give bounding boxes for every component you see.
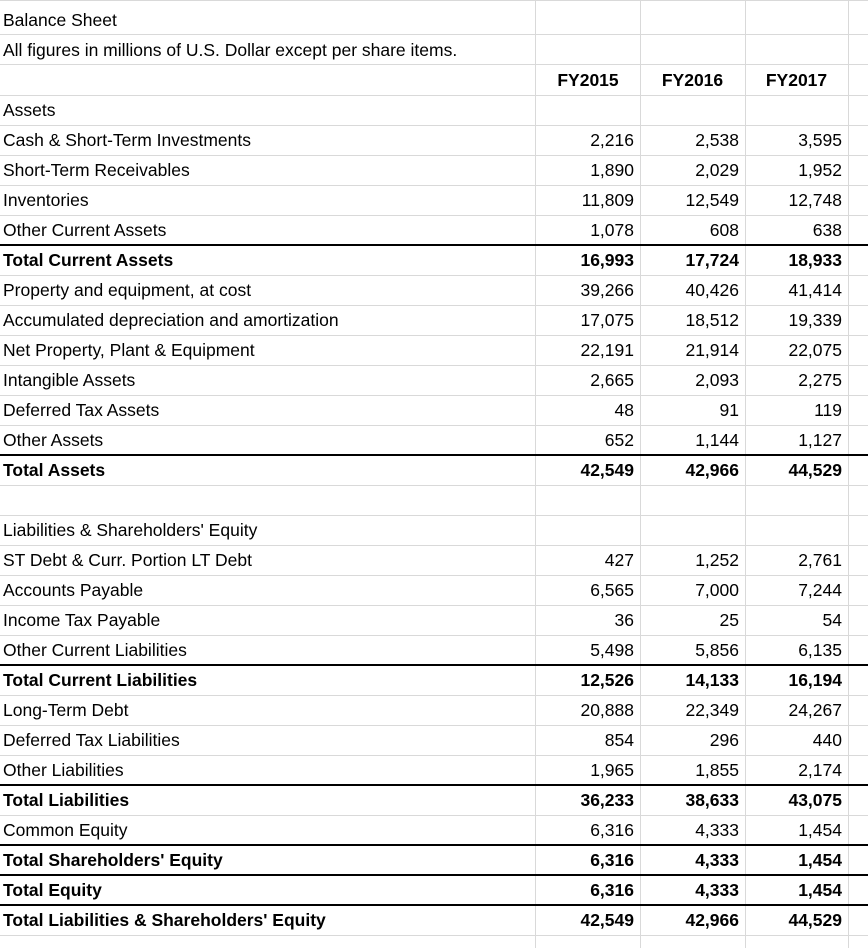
row-label: Accumulated depreciation and amortization xyxy=(3,310,339,330)
row-label: Deferred Tax Liabilities xyxy=(3,730,180,750)
row-value: 14,133 xyxy=(685,670,739,690)
row-value: 296 xyxy=(709,730,739,750)
row-value: 608 xyxy=(709,220,739,240)
row-label: Deferred Tax Assets xyxy=(3,400,160,420)
row-value: 22,191 xyxy=(580,340,634,360)
row-value: 638 xyxy=(812,220,842,240)
row-value: 40,426 xyxy=(685,280,739,300)
row-value: 5,498 xyxy=(590,640,634,660)
row-label: Common Equity xyxy=(3,820,128,840)
row-value: 2,538 xyxy=(695,130,739,150)
row-label: Total Equity xyxy=(3,880,102,900)
row-value: 7,244 xyxy=(798,580,842,600)
row-label: Intangible Assets xyxy=(3,370,136,390)
row-value: 1,855 xyxy=(695,760,739,780)
row-value: 16,993 xyxy=(580,250,634,270)
row-label: Net Property, Plant & Equipment xyxy=(3,340,255,360)
row-value: 1,890 xyxy=(590,160,634,180)
row-value: 12,549 xyxy=(685,190,739,210)
row-value: 11,809 xyxy=(581,190,634,210)
row-label: Cash & Short-Term Investments xyxy=(3,130,251,150)
row-label: Total Current Assets xyxy=(3,250,174,270)
row-value: 1,952 xyxy=(798,160,842,180)
row-value: 42,549 xyxy=(580,460,634,480)
row-value: 1,078 xyxy=(590,220,634,240)
row-value: 39,266 xyxy=(580,280,634,300)
row-label: Total Assets xyxy=(3,460,106,480)
row-label: Assets xyxy=(3,100,56,120)
row-value xyxy=(640,515,745,545)
row-value: 12,748 xyxy=(788,190,842,210)
row-label: Property and equipment, at cost xyxy=(3,280,252,300)
gridline xyxy=(0,64,868,65)
row-value: 3,595 xyxy=(798,130,842,150)
row-value xyxy=(745,515,848,545)
row-value: 2,275 xyxy=(798,370,842,390)
row-label: Other Liabilities xyxy=(3,760,124,780)
year-header: FY2015 xyxy=(557,70,619,90)
row-value: 42,549 xyxy=(580,910,634,930)
row-value: 2,029 xyxy=(695,160,739,180)
row-value: 1,454 xyxy=(798,820,842,840)
row-value: 44,529 xyxy=(788,460,842,480)
gridline xyxy=(0,935,868,936)
row-value: 43,075 xyxy=(788,790,842,810)
row-value: 1,252 xyxy=(695,550,739,570)
year-header: FY2017 xyxy=(765,70,828,90)
row-value: 18,512 xyxy=(685,310,739,330)
row-label: Accounts Payable xyxy=(3,580,144,600)
year-header: FY2016 xyxy=(661,70,724,90)
row-value: 48 xyxy=(614,400,634,420)
row-label: Total Shareholders' Equity xyxy=(3,850,223,870)
gridline xyxy=(0,34,868,35)
row-label: ST Debt & Curr. Portion LT Debt xyxy=(3,550,252,570)
row-value xyxy=(640,485,745,515)
gridline xyxy=(0,0,868,1)
row-value: 42,966 xyxy=(685,460,739,480)
row-value xyxy=(536,485,640,515)
row-value: 41,414 xyxy=(788,280,842,300)
row-value xyxy=(536,515,640,545)
row-value: 42,966 xyxy=(685,910,739,930)
row-label: Total Current Liabilities xyxy=(3,670,198,690)
row-value: 2,093 xyxy=(695,370,739,390)
row-value: 6,135 xyxy=(798,640,842,660)
row-value xyxy=(745,95,848,125)
row-value: 22,349 xyxy=(685,700,739,720)
sheet-subtitle: All figures in millions of U.S. Dollar except per share items. xyxy=(3,40,458,60)
row-label: Long-Term Debt xyxy=(3,700,129,720)
row-value: 6,316 xyxy=(590,880,634,900)
row-value: 2,761 xyxy=(798,550,842,570)
row-value: 17,075 xyxy=(580,310,634,330)
row-value: 5,856 xyxy=(695,640,739,660)
row-value: 12,526 xyxy=(580,670,634,690)
row-value: 427 xyxy=(604,550,634,570)
row-value: 4,333 xyxy=(695,880,739,900)
row-value: 854 xyxy=(604,730,634,750)
row-label: Other Current Assets xyxy=(3,220,167,240)
row-value: 91 xyxy=(719,400,739,420)
row-label: Liabilities & Shareholders' Equity xyxy=(3,520,258,540)
row-value: 2,665 xyxy=(590,370,634,390)
row-value: 6,565 xyxy=(590,580,634,600)
row-value: 36 xyxy=(614,610,634,630)
row-label: Total Liabilities xyxy=(3,790,130,810)
row-value: 16,194 xyxy=(788,670,842,690)
row-value: 21,914 xyxy=(685,340,739,360)
row-value: 36,233 xyxy=(580,790,634,810)
row-label: Other Assets xyxy=(3,430,104,450)
row-label: Other Current Liabilities xyxy=(3,640,187,660)
row-value: 119 xyxy=(814,400,842,420)
row-value: 54 xyxy=(822,610,842,630)
row-value: 4,333 xyxy=(695,820,739,840)
sheet-title: Balance Sheet xyxy=(3,10,117,30)
row-value: 2,216 xyxy=(590,130,634,150)
row-value: 24,267 xyxy=(788,700,842,720)
row-value: 440 xyxy=(812,730,842,750)
row-value: 18,933 xyxy=(788,250,842,270)
row-label: Short-Term Receivables xyxy=(3,160,190,180)
row-value: 1,965 xyxy=(590,760,634,780)
row-value: 6,316 xyxy=(590,850,634,870)
row-label: Income Tax Payable xyxy=(3,610,161,630)
row-value: 1,454 xyxy=(798,880,842,900)
row-value: 6,316 xyxy=(590,820,634,840)
row-value: 38,633 xyxy=(685,790,739,810)
row-value: 2,174 xyxy=(798,760,842,780)
row-value xyxy=(640,95,745,125)
row-value: 1,127 xyxy=(798,430,842,450)
row-value: 44,529 xyxy=(788,910,842,930)
row-label xyxy=(3,485,533,515)
row-value: 1,454 xyxy=(798,850,842,870)
row-value: 25 xyxy=(719,610,739,630)
row-value xyxy=(536,95,640,125)
row-value: 7,000 xyxy=(695,580,739,600)
row-value: 22,075 xyxy=(788,340,842,360)
row-value: 1,144 xyxy=(695,430,739,450)
row-value: 20,888 xyxy=(580,700,634,720)
row-value: 652 xyxy=(604,430,634,450)
row-label: Inventories xyxy=(3,190,89,210)
row-value: 17,724 xyxy=(685,250,739,270)
row-value: 19,339 xyxy=(788,310,842,330)
row-value xyxy=(745,485,848,515)
row-label: Total Liabilities & Shareholders' Equity xyxy=(3,910,326,930)
row-value: 4,333 xyxy=(695,850,739,870)
column-divider xyxy=(848,0,849,948)
